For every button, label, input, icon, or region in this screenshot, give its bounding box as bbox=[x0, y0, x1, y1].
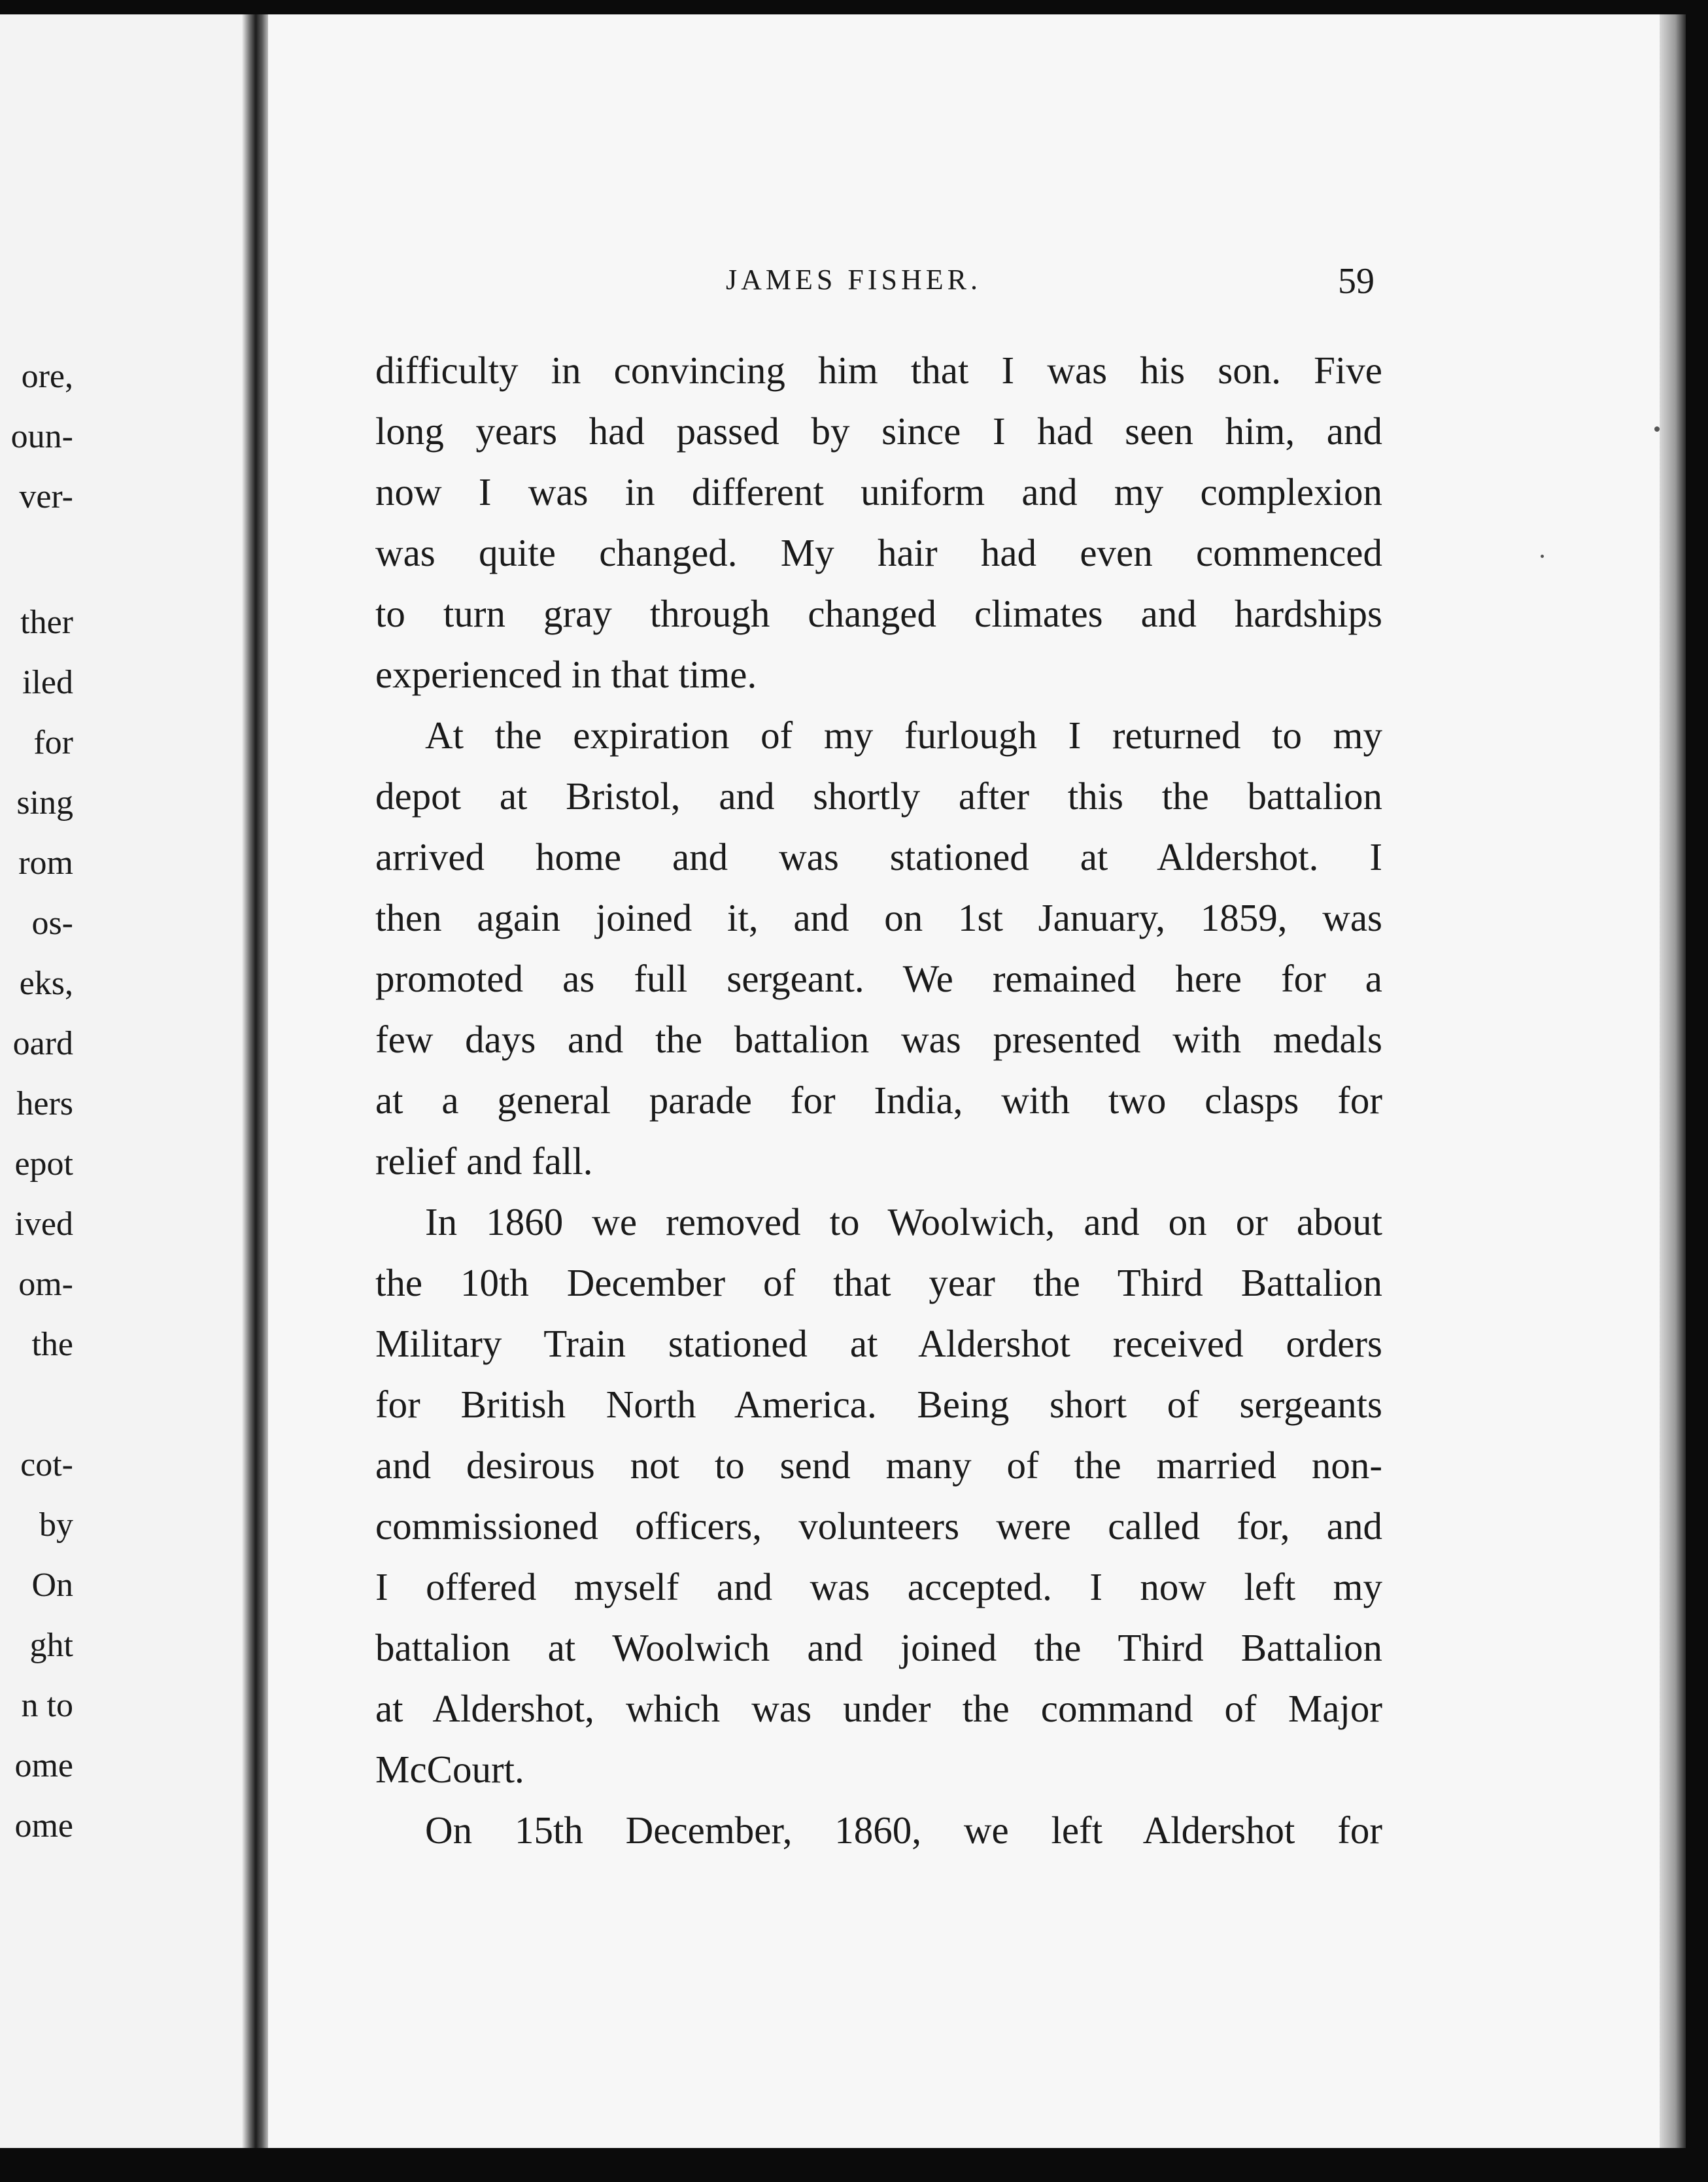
text-line: at a general parade for India, with two clasps for bbox=[375, 1079, 1382, 1122]
left-text-line: by bbox=[39, 1506, 73, 1544]
text-line: depot at Bristol, and shortly after this the battalion bbox=[375, 774, 1382, 818]
left-text-line: hers bbox=[16, 1085, 73, 1122]
text-line: commissioned officers, volunteers were called for, and bbox=[375, 1504, 1382, 1548]
left-text-line: iled bbox=[22, 664, 73, 701]
left-text-line: ver- bbox=[19, 478, 73, 515]
running-head: JAMES FISHER. bbox=[726, 264, 982, 296]
page-edge bbox=[1660, 14, 1686, 2148]
text-line: battalion at Woolwich and joined the Third Battalion bbox=[375, 1626, 1382, 1669]
text-line: I offered myself and was accepted. I now left my bbox=[375, 1565, 1382, 1608]
text-line: for British North America. Being short of sergeants bbox=[375, 1383, 1382, 1426]
left-page-fragment bbox=[0, 14, 252, 2148]
text-line: In 1860 we removed to Woolwich, and on or about bbox=[425, 1200, 1382, 1243]
text-line: at Aldershot, which was under the command of Major bbox=[375, 1687, 1382, 1730]
paper-speck bbox=[1541, 555, 1544, 558]
left-text-line: ome bbox=[14, 1807, 73, 1844]
text-line: arrived home and was stationed at Aldershot. I bbox=[375, 835, 1382, 878]
text-line: experienced in that time. bbox=[375, 653, 757, 696]
left-text-line: oard bbox=[12, 1025, 73, 1062]
left-text-line: rom bbox=[18, 844, 73, 882]
left-text-line: oun- bbox=[10, 418, 73, 455]
text-line: to turn gray through changed climates and hardships bbox=[375, 592, 1382, 635]
left-text-line: ore, bbox=[21, 358, 73, 395]
left-text-line: sing bbox=[16, 784, 73, 822]
text-line: then again joined it, and on 1st January, 1859, was bbox=[375, 896, 1382, 939]
left-text-line: On bbox=[31, 1567, 73, 1604]
text-line: difficulty in convincing him that I was his son. Five bbox=[375, 349, 1382, 392]
text-line: relief and fall. bbox=[375, 1139, 593, 1183]
text-line: the 10th December of that year the Third Battalion bbox=[375, 1261, 1382, 1304]
text-line: and desirous not to send many of the married non- bbox=[375, 1444, 1382, 1487]
left-text-line: ther bbox=[20, 604, 73, 641]
body-text bbox=[375, 340, 1382, 1861]
left-text-line: ome bbox=[14, 1747, 73, 1784]
book-gutter bbox=[242, 14, 271, 2148]
text-line: long years had passed by since I had seen him, and bbox=[375, 409, 1382, 453]
left-text-line: ived bbox=[14, 1205, 73, 1243]
paper-speck bbox=[1654, 426, 1660, 432]
left-text-line: cot- bbox=[20, 1446, 73, 1483]
page-number: 59 bbox=[1338, 261, 1375, 302]
left-text-line: for bbox=[33, 724, 73, 761]
left-text-line: the bbox=[31, 1326, 73, 1363]
left-text-line: ght bbox=[29, 1627, 73, 1664]
left-text-line: os- bbox=[31, 905, 73, 942]
left-text-line: epot bbox=[14, 1145, 73, 1183]
left-text-line: eks, bbox=[19, 965, 73, 1002]
text-line: On 15th December, 1860, we left Aldershot for bbox=[425, 1809, 1382, 1852]
text-line: now I was in different uniform and my complexion bbox=[375, 470, 1382, 513]
text-line: Military Train stationed at Aldershot received orders bbox=[375, 1322, 1382, 1365]
left-text-line: om- bbox=[18, 1266, 73, 1303]
text-line: was quite changed. My hair had even commenced bbox=[375, 531, 1382, 574]
text-line: promoted as full sergeant. We remained here for a bbox=[375, 957, 1382, 1000]
text-line: McCourt. bbox=[375, 1748, 524, 1791]
text-line: At the expiration of my furlough I returned to my bbox=[425, 714, 1382, 757]
left-text-line: n to bbox=[21, 1687, 73, 1724]
text-line: few days and the battalion was presented with medals bbox=[375, 1018, 1382, 1061]
